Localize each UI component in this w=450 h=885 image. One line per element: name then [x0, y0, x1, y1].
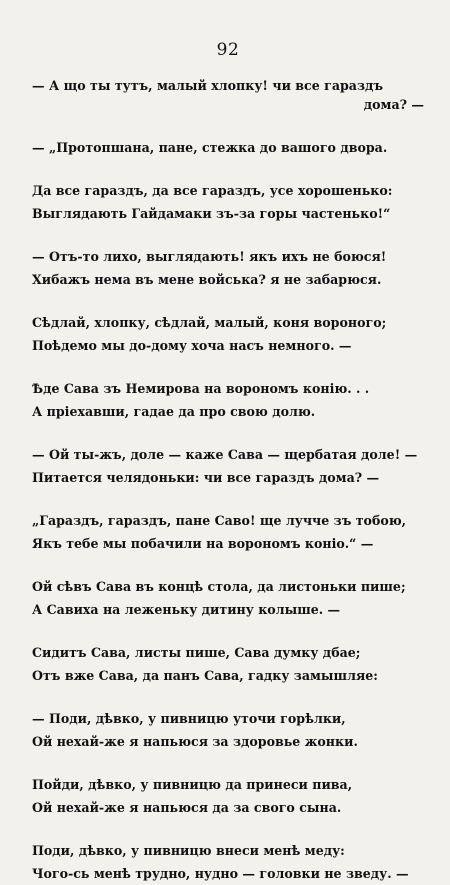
poem-line: Сидитъ Сава, листы пише, Сава думку дбае; — [32, 645, 361, 660]
poem-line: Отъ вже Сава, да панъ Сава, гадку замышляе: — [32, 668, 378, 683]
stanza-4 — [32, 245, 424, 291]
poem-line: Выглядають Гайдамаки зъ-за горы частенько!“ — [32, 206, 391, 221]
stanza-2 — [32, 136, 424, 159]
stanza-10 — [32, 641, 424, 687]
poem-line: — Поди, дѣвко, у пивницю уточи горѣлки, — [32, 711, 346, 726]
poem-line: Питается челядоньки: чи все гараздъ дома? — — [32, 470, 380, 485]
poem-line: Ой нехай-же я напьюся да за свого сына. — [32, 800, 342, 815]
poem-line: Якъ тебе мы побачили на ворономъ конiо.“ — — [32, 536, 374, 551]
poem-line: — „Протопшана, пане, стежка до вашого двора. — [32, 140, 388, 155]
poem-line: А прiехавши, гадае да про свою долю. — [32, 404, 316, 419]
poem-line: „Гараздъ, гараздъ, пане Саво! ще лучче зъ тобою, — [32, 513, 407, 528]
poem-line: Поди, дѣвко, у пивницю внеси менѣ меду: — [32, 843, 345, 858]
poem-line: Ой нехай-же я напьюся за здоровье жонки. — [32, 734, 358, 749]
poem-line: Да все гараздъ, да все гараздъ, усе хорошенько: — [32, 183, 393, 198]
poem-line: — Ой ты-жъ, доле — каже Сава — щербатая доле! — — [32, 447, 418, 462]
poem-line: — А що ты тутъ, малый хлопку! чи все гараздъ — [32, 78, 384, 93]
poem-line: А Савиха на леженьку дитину колыше. — — [32, 602, 341, 617]
stanza-13 — [32, 839, 424, 885]
stanza-7 — [32, 443, 424, 489]
poem-line: Поѣдемо мы до-дому хоча насъ немного. — — [32, 338, 352, 353]
poem-line: — Отъ-то лихо, выглядають! якъ ихъ не боюся! — [32, 249, 387, 264]
poem-line: Сѣдлай, хлопку, сѣдлай, малый, коня вороного; — [32, 315, 387, 330]
stanza-5 — [32, 311, 424, 357]
poem-body — [32, 74, 424, 885]
stanza-6 — [32, 377, 424, 423]
poem-line: Хибажъ нема въ мене войська? я не забарюся. — [32, 272, 382, 287]
poem-line: дома? — — [363, 97, 424, 112]
stanza-8 — [32, 509, 424, 555]
stanza-12 — [32, 773, 424, 819]
page-number: 92 — [216, 40, 240, 60]
stanza-9 — [32, 575, 424, 621]
stanza-3 — [32, 179, 424, 225]
stanza-11 — [32, 707, 424, 753]
poem-line: Ой сѣвъ Сава въ концѣ стола, да листоньки пише; — [32, 579, 406, 594]
poem-line: Ѣде Сава зъ Немирова на ворономъ конiю. . . — [32, 381, 370, 396]
stanza-1 — [32, 74, 424, 116]
poem-line: Пойди, дѣвко, у пивницю да принеси пива, — [32, 777, 353, 792]
poem-line: Чого-сь менѣ трудно, нудно — головки не зведу. — — [32, 866, 409, 881]
